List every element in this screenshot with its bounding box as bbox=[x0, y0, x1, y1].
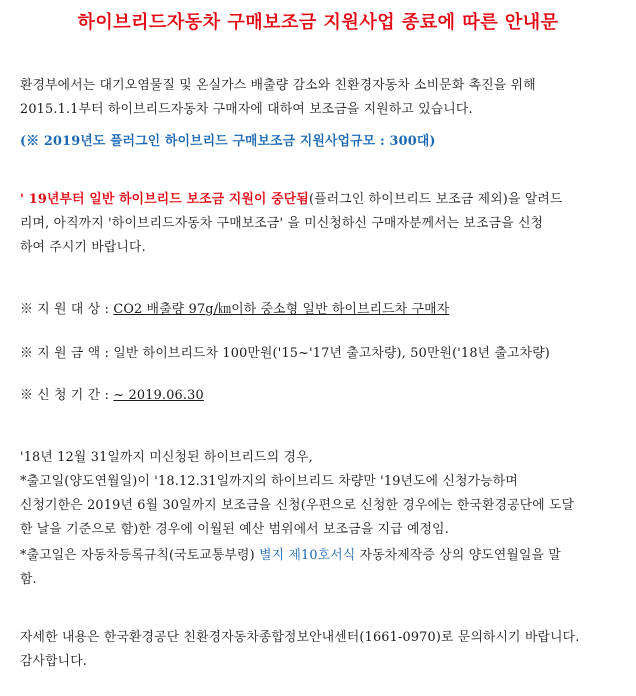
criteria-target bbox=[20, 298, 620, 322]
notice-line-2: *출고일(양도연월일)이 '18.12.31일까지의 하이브리드 차량만 '19년도에 신청가능하며 bbox=[20, 474, 518, 489]
notice-line-4: 한 날을 기준으로 함)한 경우에 이월된 예산 범위에서 보조금을 지급 예정임. bbox=[20, 522, 449, 537]
suspension-line-2: 리며, 아직까지 '하이브리드자동차 구매보조금' 을 미신청하신 구매자분께서는 보조금을 신청 bbox=[20, 216, 544, 231]
criteria-value: CO2 배출량 97g/㎞이하 중소형 일반 하이브리드차 구매자 bbox=[113, 302, 450, 317]
form-10-link[interactable]: 별지 제10호서식 bbox=[259, 548, 356, 563]
intro-line-1: 환경부에서는 대기오염물질 및 온실가스 배출량 감소와 친환경자동차 소비문화 촉진을 위해 bbox=[20, 78, 536, 93]
notice-line-3: 신청기한은 2019년 6월 30일까지 보조금을 신청(우편으로 신청한 경우에는 한국환경공단에 도달 bbox=[20, 498, 575, 513]
contact-line-2: 감사합니다. bbox=[20, 654, 88, 669]
release-note-line-2: 함. bbox=[20, 572, 37, 587]
criteria-value: ~ 2019.06.30 bbox=[113, 388, 204, 403]
criteria-value: 일반 하이브리드차 100만원('15~'17년 출고차량), 50만원('18년 출고차량) bbox=[113, 346, 550, 361]
criteria-period bbox=[20, 384, 620, 408]
release-date-note bbox=[20, 544, 620, 592]
notice-line-1: '18년 12월 31일까지 미신청된 하이브리드의 경우, bbox=[20, 450, 313, 465]
intro-line-2: 2015.1.1부터 하이브리드자동차 구매자에 대하여 보조금을 지원하고 있습니다. bbox=[20, 102, 473, 117]
release-note-part-2: 자동차제작증 상의 양도연월일을 말 bbox=[355, 548, 561, 563]
suspension-highlight: ' 19년부터 일반 하이브리드 보조금 지원이 중단됨 bbox=[20, 192, 309, 207]
suspension-rest: (플러그인 하이브리드 보조금 제외)을 알려드 bbox=[308, 192, 563, 207]
page-title: 하이브리드자동차 구매보조금 지원사업 종료에 따른 안내문 bbox=[77, 12, 559, 33]
release-note-part-1: *출고일은 자동차등록규칙(국토교통부령) bbox=[20, 548, 260, 563]
criteria-label: ※ 신 청 기 간 : bbox=[20, 388, 114, 403]
suspension-line-3: 하여 주시기 바랍니다. bbox=[20, 240, 146, 255]
plugin-scale-note: (※ 2019년도 플러그인 하이브리드 구매보조금 지원사업규모 : 300대) bbox=[20, 134, 436, 149]
criteria-amount bbox=[20, 342, 620, 366]
intro-paragraph bbox=[20, 74, 620, 122]
suspension-paragraph bbox=[20, 188, 620, 260]
contact-line-1: 자세한 내용은 한국환경공단 친환경자동차종합정보안내센터(1661-0970)로 문의하시기 바랍니다. bbox=[20, 630, 580, 645]
contact-paragraph bbox=[20, 626, 620, 674]
criteria-label: ※ 지 원 금 액 : bbox=[20, 346, 114, 361]
notice-paragraph bbox=[20, 446, 620, 542]
criteria-label: ※ 지 원 대 상 : bbox=[20, 302, 114, 317]
